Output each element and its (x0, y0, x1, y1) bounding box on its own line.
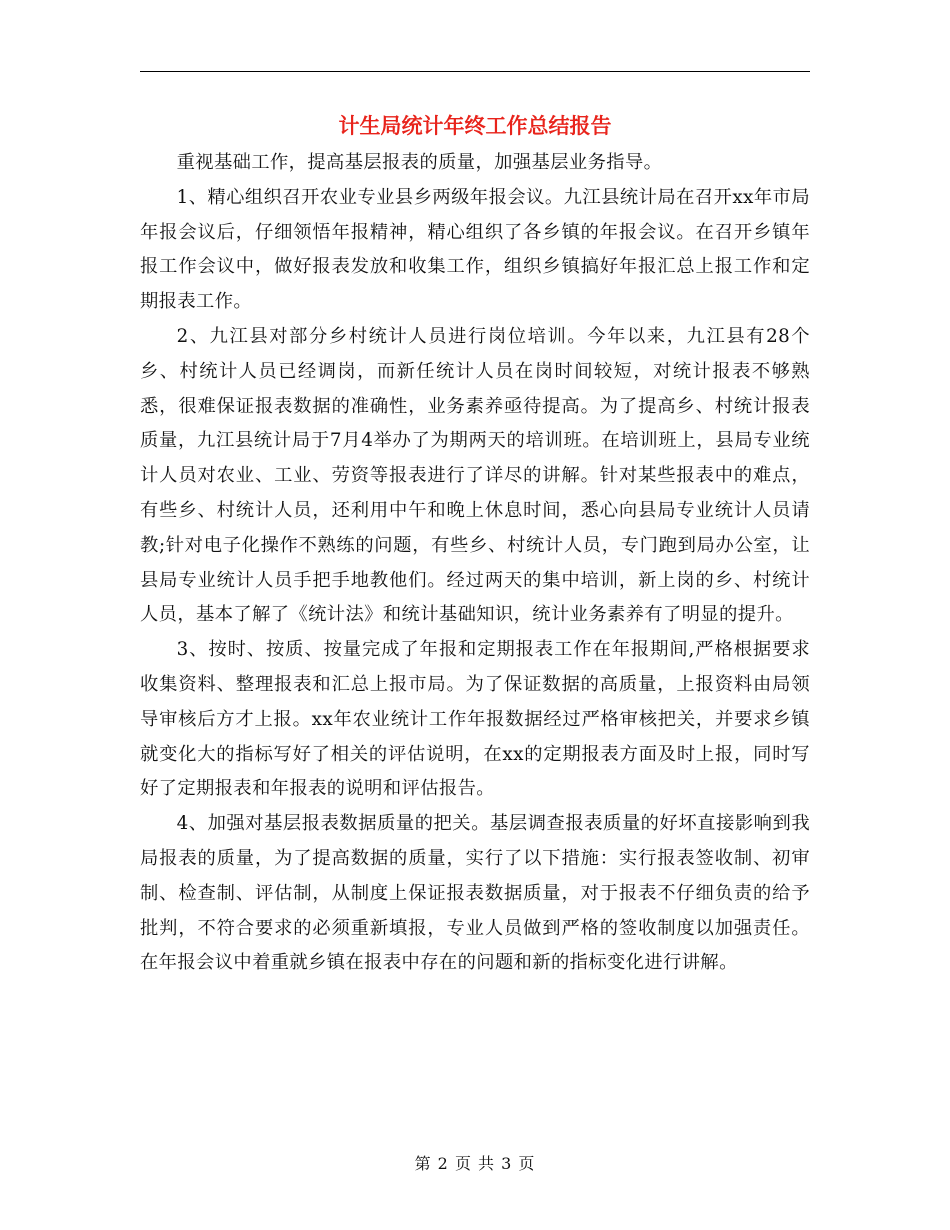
page-number: 第 2 页 共 3 页 (414, 1154, 536, 1173)
header-rule (140, 71, 810, 72)
paragraph-2: 2、九江县对部分乡村统计人员进行岗位培训。今年以来，九江县有28个乡、村统计人员已经调岗，而新任统计人员在岗时间较短，对统计报表不够熟悉，很难保证报表数据的准确性，业务素养亟待提高。为了提高乡、村统计报表质量，九江县统计局于7月4举办了为期两天的培训班。在培训班上，县局专业统计人员对农业、工业、劳资等报表进行了详尽的讲解。针对某些报表中的难点，有些乡、村统计人员，还利用中午和晚上休息时间，悉心向县局专业统计人员请教;针对电子化操作不熟练的问题，有些乡、村统计人员，专门跑到局办公室，让县局专业统计人员手把手地教他们。经过两天的集中培训，新上岗的乡、村统计人员，基本了解了《统计法》和统计基础知识，统计业务素养有了明显的提升。 (140, 325, 810, 626)
paragraph-4: 4、加强对基层报表数据质量的把关。基层调查报表质量的好坏直接影响到我局报表的质量，为了提高数据的质量，实行了以下措施：实行报表签收制、初审制、检查制、评估制，从制度上保证报表数据质量，对于报表不仔细负责的给予批判，不符合要求的必须重新填报，专业人员做到严格的签收制度以加强责任。在年报会议中着重就乡镇在报表中存在的问题和新的指标变化进行讲解。 (140, 813, 810, 974)
document-title: 计生局统计年终工作总结报告 (338, 113, 612, 138)
document-body (140, 146, 810, 981)
paragraph-3: 3、按时、按质、按量完成了年报和定期报表工作在年报期间,严格根据要求收集资料、整理报表和汇总上报市局。为了保证数据的高质量，上报资料由局领导审核后方才上报。xx年农业统计工作年报数据经过严格审核把关，并要求乡镇就变化大的指标写好了相关的评估说明，在xx的定期报表方面及时上报，同时写好了定期报表和年报表的说明和评估报告。 (140, 639, 810, 800)
paragraph-intro: 重视基础工作，提高基层报表的质量，加强基层业务指导。 (176, 152, 663, 173)
paragraph-1: 1、精心组织召开农业专业县乡两级年报会议。九江县统计局在召开xx年市局年报会议后，仔细领悟年报精神，精心组织了各乡镇的年报会议。在召开乡镇年报工作会议中，做好报表发放和收集工作，组织乡镇搞好年报汇总上报工作和定期报表工作。 (140, 186, 810, 313)
